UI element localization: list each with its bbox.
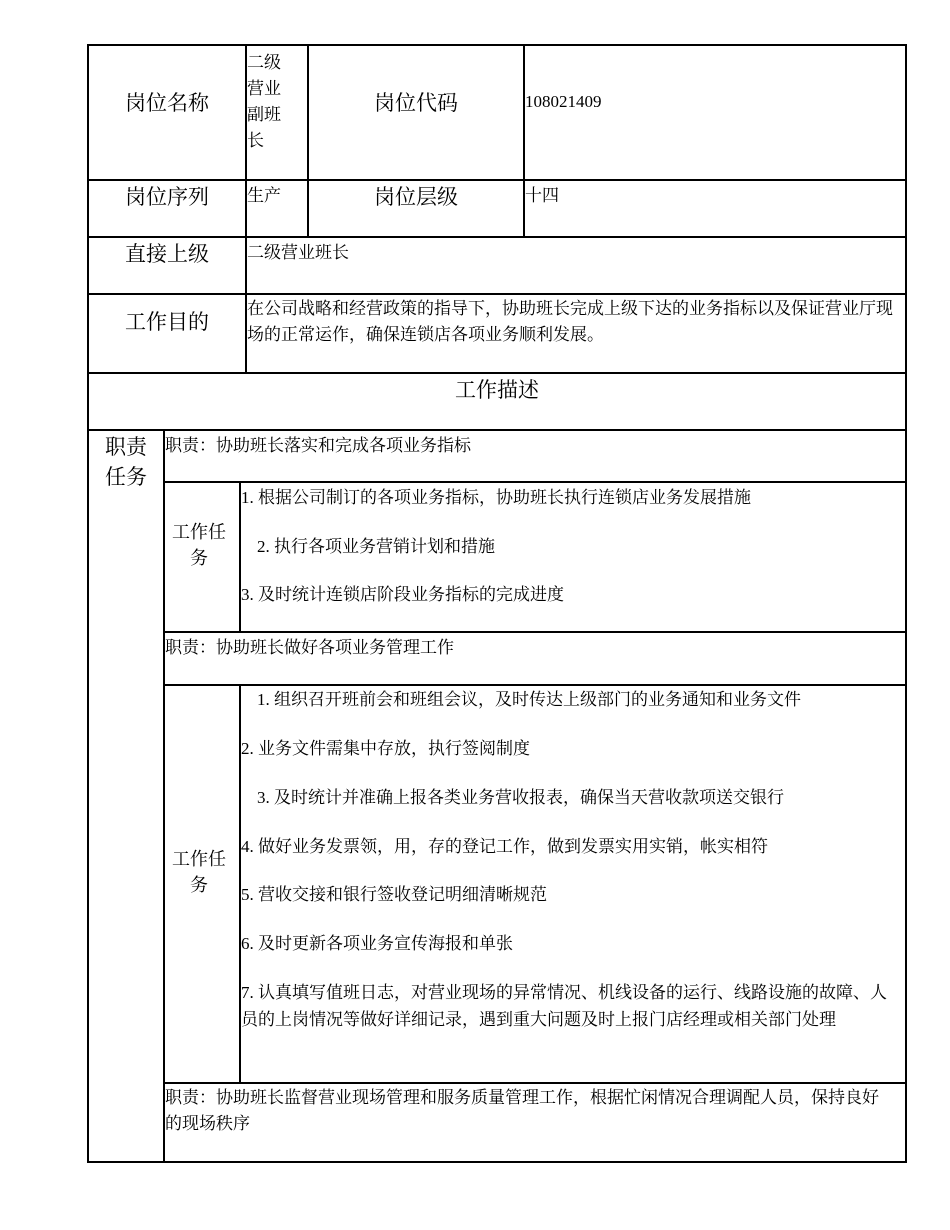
position-code-value: 108021409 — [525, 92, 602, 111]
work-goal-label: 工作目的 — [125, 310, 209, 335]
position-sequence-value: 生产 — [247, 186, 281, 205]
task-label-1: 工作任务 — [172, 522, 226, 568]
table-border — [163, 1082, 907, 1084]
position-level-value: 十四 — [525, 186, 559, 205]
table-border — [87, 429, 907, 431]
table-border — [905, 44, 907, 1163]
position-name-label: 岗位名称 — [125, 90, 209, 115]
table-border — [163, 631, 907, 633]
duty-2-task-3: 3. 及时统计并准确上报各类业务营收报表，确保当天营收款项送交银行 — [257, 788, 784, 807]
position-name-value: 二级营业副班长 — [247, 53, 281, 150]
duty-1-task-1: 1. 根据公司制订的各项业务指标，协助班长执行连锁店业务发展措施 — [241, 488, 751, 507]
duty-1-task-3: 3. 及时统计连锁店阶段业务指标的完成进度 — [241, 585, 564, 604]
table-border — [163, 481, 907, 483]
duty-task-label: 职责任务 — [105, 435, 147, 489]
duty-2: 职责：协助班长做好各项业务管理工作 — [165, 638, 454, 657]
position-sequence-label: 岗位序列 — [125, 185, 209, 210]
table-border — [163, 684, 907, 686]
table-border — [87, 1161, 907, 1163]
duty-2-task-5: 5. 营收交接和银行签收登记明细清晰规范 — [241, 885, 547, 904]
direct-superior-value: 二级营业班长 — [247, 243, 349, 262]
duty-2-task-1: 1. 组织召开班前会和班组会议，及时传达上级部门的业务通知和业务文件 — [257, 690, 801, 709]
position-code-label: 岗位代码 — [374, 90, 458, 115]
duty-3: 职责：协助班长监督营业现场管理和服务质量管理工作，根据忙闲情况合理调配人员，保持良好的现场秩序 — [165, 1088, 879, 1133]
duty-1: 职责：协助班长落实和完成各项业务指标 — [165, 436, 471, 455]
duty-2-task-2: 2. 业务文件需集中存放，执行签阅制度 — [241, 739, 530, 758]
table-border — [523, 44, 525, 238]
task-label-2: 工作任务 — [172, 849, 226, 895]
work-goal-value: 在公司战略和经营政策的指导下，协助班长完成上级下达的业务指标以及保证营业厅现场的正常运作，确保连锁店各项业务顺利发展。 — [247, 299, 893, 344]
work-description-title: 工作描述 — [455, 378, 539, 403]
direct-superior-label: 直接上级 — [125, 242, 209, 267]
table-border — [163, 429, 165, 1163]
duty-2-task-4: 4. 做好业务发票领，用，存的登记工作，做到发票实用实销，帐实相符 — [241, 837, 768, 856]
duty-1-task-2: 2. 执行各项业务营销计划和措施 — [257, 537, 495, 556]
duty-2-task-6: 6. 及时更新各项业务宣传海报和单张 — [241, 934, 513, 953]
position-level-label: 岗位层级 — [374, 185, 458, 210]
duty-2-task-7: 7. 认真填写值班日志，对营业现场的异常情况、机线设备的运行、线路设施的故障、人员的上岗情况等做好详细记录，遇到重大问题及时上报门店经理或相关部门处理 — [241, 983, 887, 1029]
